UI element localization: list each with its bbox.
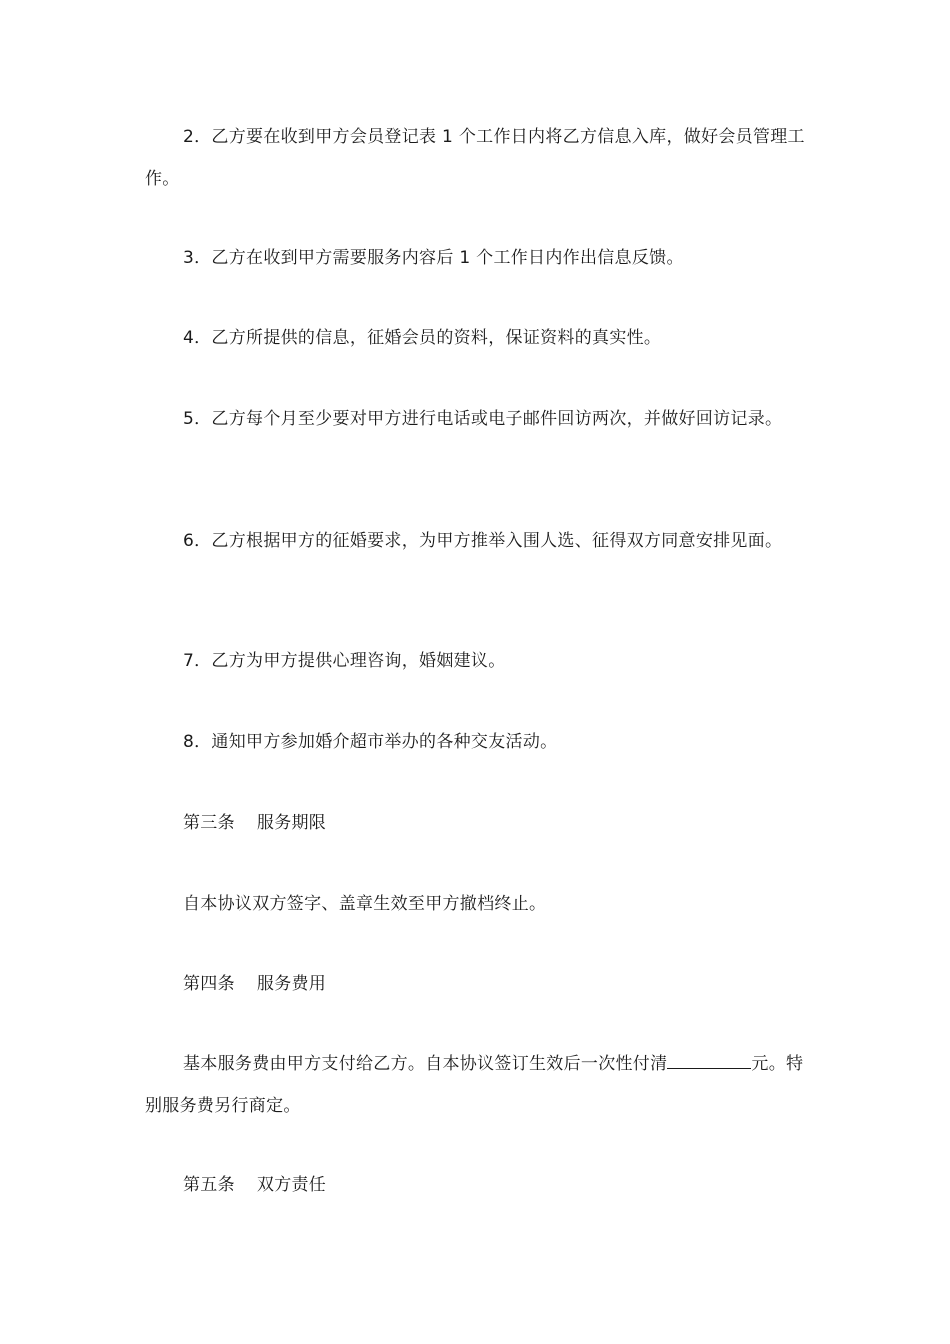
article-3-title: 服务期限	[256, 813, 327, 833]
clause-item-3: 3．乙方在收到甲方需要服务内容后 1 个工作日内作出信息反馈。	[183, 248, 684, 268]
article-5-number: 第五条	[183, 1175, 235, 1195]
article-3-heading	[183, 802, 326, 844]
clause-item-2: 2．乙方要在收到甲方会员登记表 1 个工作日内将乙方信息入库，做好会员管理工作。	[145, 127, 805, 189]
clause-item-5: 5．乙方每个月至少要对甲方进行电话或电子邮件回访两次，并做好回访记录。	[183, 409, 783, 429]
clause-item-6: 6．乙方根据甲方的征婚要求，为甲方推举入围人选、征得双方同意安排见面。	[183, 531, 783, 551]
clause-item-8: 8．通知甲方参加婚介超市举办的各种交友活动。	[183, 732, 558, 752]
article-4-heading	[183, 963, 326, 1005]
clause-item-4: 4．乙方所提供的信息，征婚会员的资料，保证资料的真实性。	[183, 328, 662, 348]
article-4-body	[145, 1043, 807, 1127]
clause-item-7: 7．乙方为甲方提供心理咨询，婚姻建议。	[183, 651, 506, 671]
article-3-number: 第三条	[183, 813, 235, 833]
article-4-body-part1: 基本服务费由甲方支付给乙方。自本协议签订生效后一次性付清	[183, 1054, 668, 1074]
article-4-title: 服务费用	[256, 974, 327, 994]
amount-blank-line	[667, 1050, 751, 1069]
article-5-title: 双方责任	[256, 1175, 327, 1195]
article-5-heading	[183, 1164, 326, 1206]
article-4-number: 第四条	[183, 974, 235, 994]
article-4-body-part2: 元。特别服务费另行商定。	[145, 1054, 804, 1116]
article-3-body: 自本协议双方签字、盖章生效至甲方撤档终止。	[183, 894, 547, 914]
